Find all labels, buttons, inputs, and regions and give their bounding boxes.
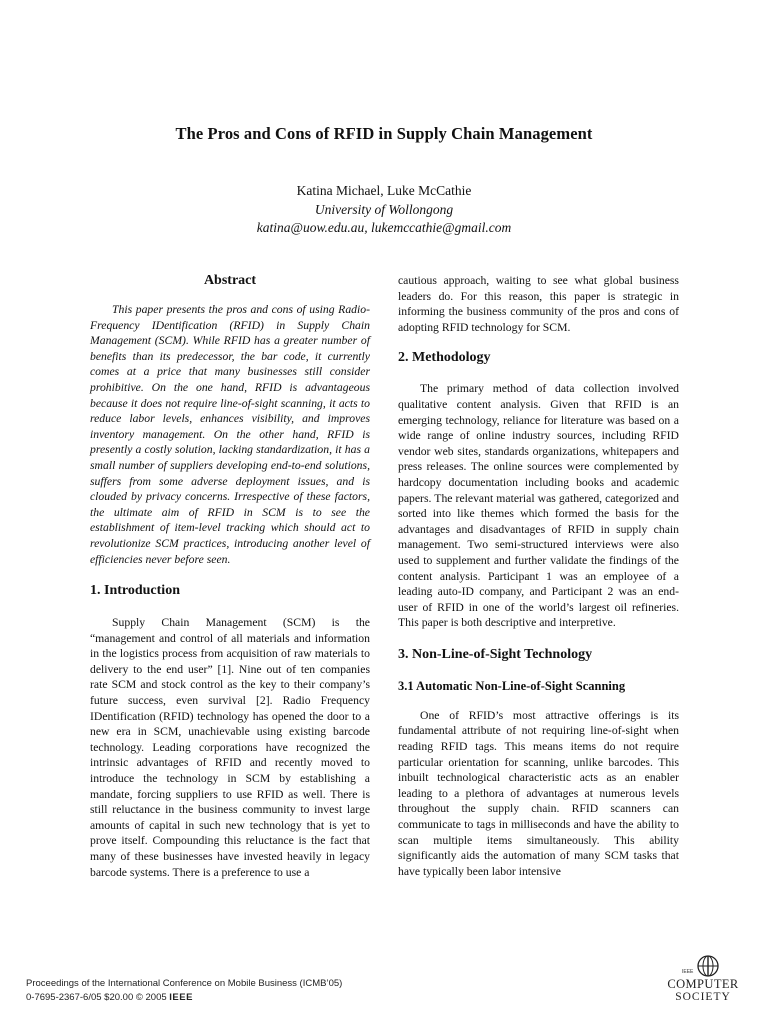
computer-society-logo — [662, 955, 744, 1007]
abstract-heading: Abstract — [203, 273, 257, 288]
logo-ieee-small: IEEE — [682, 969, 694, 975]
proceedings-footer — [26, 977, 342, 1004]
abstract-text: This paper presents the pros and cons of using Radio-Frequency IDentification (RFID) in Supply Chain Management (SCM). While RFID has a greater number of benefits than its predecessor, the bar code, it currently comes at a price that many businesses still consider prohibitive. On the one hand, RFID is advantageous because it does not require line-of-sight scanning, it acts to reduce labor levels, enhances visibility, and improves inventory management. On the other hand, RFID is presently a costly solution, lacking standardization, it has a small number of suppliers developing end-to-end solutions, suffers from some adverse deployment issues, and is clouded by privacy concerns. Irrespective of these factors, the ultimate aim of RFID in SCM is to see the establishment of item-level tracking which should act to revolutionize SCM practices, introducing another level of efficiencies never before seen. — [90, 303, 370, 566]
computer-society-emblem-icon — [662, 955, 744, 979]
right-column — [398, 273, 679, 879]
footer-ieee: IEEE — [169, 991, 193, 1003]
subsection-heading-scanning: 3.1 Automatic Non-Line-of-Sight Scanning — [398, 678, 626, 693]
section-heading-methodology: 2. Methodology — [398, 350, 491, 366]
left-column — [90, 272, 370, 880]
logo-computer-text: COMPUTER — [667, 977, 739, 991]
continuation-text: cautious approach, waiting to see what global business leaders do. For this reason, this paper is strategic in informing the business community of the pros and cons of adopting RFID technology for SCM. — [398, 274, 679, 334]
footer-isbn: 0-7695-2367-6/05 $20.00 © 2005 — [26, 991, 167, 1003]
introduction-text: Supply Chain Management (SCM) is the “management and control of all materials and information in the logistics process from acquisition of raw materials to delivery to the end user” [1]. Nine out of ten companies rate SCM and stock control as the key to their company’s future success, even survival [2]. Radio Frequency IDentification (RFID) technology has opened the door to a new era in SCM, unachievable using existing barcode technology. Leading corporations have recognized the intrinsic advantages of RFID and recently moved to introduce the technology in SCM by establishing a mandate, forcing suppliers to use RFID as well. There is still reluctance in the business community to invest large amounts of capital in such new technology that is yet to prove itself. Compounding this reluctance is the fact that many of these businesses have invested heavily in legacy barcode systems. There is a preference to use a — [90, 616, 370, 879]
section-heading-introduction: 1. Introduction — [90, 583, 180, 599]
author-block — [0, 182, 768, 238]
author-affiliation: University of Wollongong — [314, 201, 454, 217]
section3-text: One of RFID’s most attractive offerings is its fundamental attribute of not requiring line-of-sight when reading RFID tags. This means items do not require particular orientation for scanning, unlike barcodes. This inbuilt technological characteristic acts as an enabler leading to a plethora of advantages at numerous levels throughout the supply chain. RFID scanners can communicate to tags in milliseconds and have the ability to scan multiple items simultaneously. This ability significantly aids the automation of many SCM tasks that have typically been labor intensive — [398, 708, 679, 878]
paper-title: The Pros and Cons of RFID in Supply Chain Management — [175, 124, 593, 143]
footer-copyright — [26, 991, 342, 1005]
logo-society-text: SOCIETY — [675, 991, 731, 1003]
section-heading-non-line-of-sight: 3. Non-Line-of-Sight Technology — [398, 646, 593, 662]
footer-conference: Proceedings of the International Conference on Mobile Business (ICMB’05) — [26, 978, 343, 989]
author-emails: katina@uow.edu.au, lukemccathie@gmail.com — [256, 220, 512, 235]
author-names: Katina Michael, Luke McCathie — [296, 183, 472, 198]
methodology-text: The primary method of data collection involved qualitative content analysis. Given that RFID is an emerging technology, reliance for literature was based on a wide range of online industry sources, including RFID vendor web sites, standards organizations, whitepapers and press releases. The online sources were complemented by hardcopy documentation including books and academic papers. The relevant material was gathered, categorized and sorted into like themes which formed the basis for the advantages and disadvantages of RFID in supply chain management. Two semi-structured interviews were also used to supplement and further validate the findings of the content analysis. Participant 1 was an employee of a leading auto-ID company, and Participant 2 was an end-user of RFID in one of the world’s largest oil refineries. This paper is both descriptive and interpretive. — [398, 382, 679, 630]
